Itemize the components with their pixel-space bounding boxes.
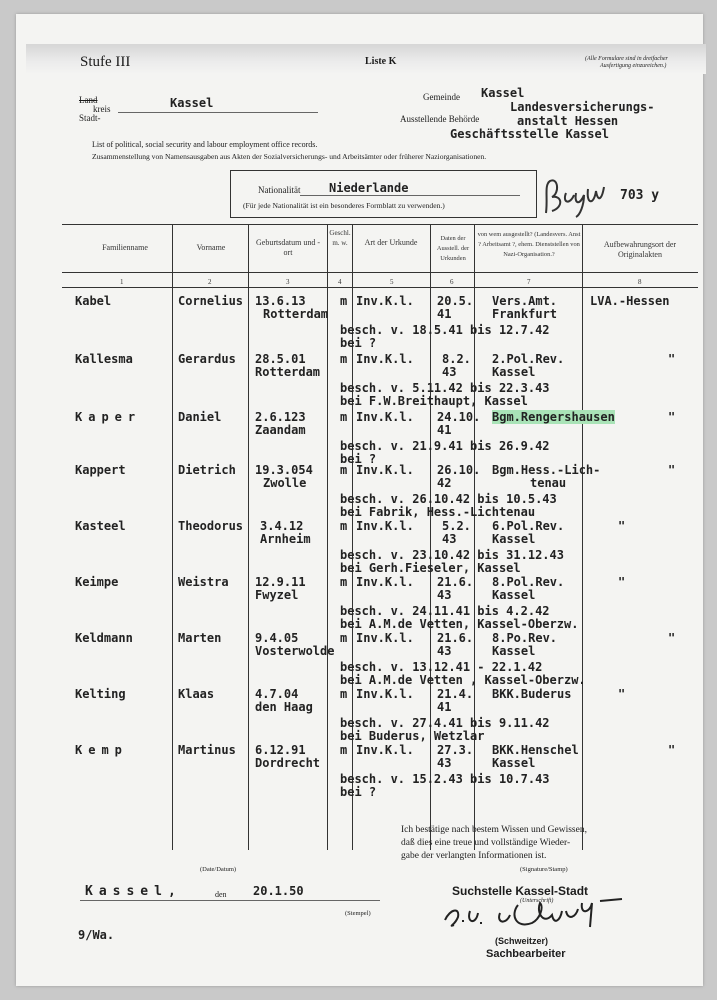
reference-code: 9/Wa.: [78, 928, 115, 942]
row-firstname: Cornelius: [178, 294, 244, 308]
col-num-8: 8: [638, 278, 642, 286]
row-name: Kallesma: [75, 352, 133, 366]
row-storage-place: ": [618, 519, 626, 533]
row-firstname: Weistra: [178, 575, 229, 589]
col-header-5: Art der Urkunde: [364, 238, 418, 247]
row-issuer: BKK.Buderus: [492, 687, 572, 701]
row-employment: besch. v. 27.4.41 bis 9.11.42: [340, 716, 550, 730]
kreis-value: Kassel: [170, 96, 214, 110]
row-employer: bei Gerh.Fieseler, Kassel: [340, 561, 521, 575]
row-issuer: Bgm.Rengershausen: [492, 410, 615, 424]
row-name: Kabel: [75, 294, 112, 308]
unterschrift-label: (Unterschrift): [520, 898, 554, 904]
row-employer: bei ?: [340, 785, 377, 799]
row-birthdate: 28.5.01: [255, 352, 306, 366]
date-underline: [80, 900, 380, 901]
row-doc-date: 27.3.: [437, 743, 474, 757]
col-header-6: Daten der Ausstell. der Urkunden: [436, 235, 470, 262]
row-doc-type: Inv.K.l.: [356, 519, 414, 533]
row-employer: bei A.M.de Vetten, Kassel-Oberzw.: [340, 617, 579, 631]
row-doc-year: 43: [442, 532, 457, 546]
row-sex: m: [340, 575, 348, 589]
row-firstname: Theodorus: [178, 519, 244, 533]
row-firstname: Dietrich: [178, 463, 236, 477]
office-stamp: Suchstelle Kassel-Stadt: [452, 884, 589, 898]
signatory-name: (Schweitzer): [495, 936, 549, 946]
row-issuer: Vers.Amt.: [492, 294, 558, 308]
row-issuer-place: Kassel: [492, 756, 536, 770]
col-divider-4: [352, 224, 353, 850]
row-birthplace: Zwolle: [263, 476, 307, 490]
handwritten-signature: [440, 895, 625, 933]
row-name: Keimpe: [75, 575, 119, 589]
signatory-role: Sachbearbeiter: [486, 948, 566, 960]
table-numbers-border: [62, 287, 698, 288]
row-issuer: BKK.Henschel: [492, 743, 579, 757]
row-storage-place: ": [618, 687, 626, 701]
subtitle-german: Zusammenstellung von Namensausgaben aus Akten der Sozialversicherungs- und Arbeitsämter oder früherer Naziorganisationen.: [92, 152, 487, 161]
row-employer: bei ?: [340, 336, 377, 350]
date-value: 20.1.50: [253, 884, 304, 898]
kreis-underline: [118, 112, 318, 113]
row-birthdate: 4.7.04: [255, 687, 299, 701]
row-sex: m: [340, 352, 348, 366]
row-birthdate: 19.3.054: [255, 463, 313, 477]
row-birthplace: Rotterdam: [263, 307, 329, 321]
date-label: (Date/Datum): [200, 866, 237, 873]
land-label: Land: [79, 95, 98, 105]
row-sex: m: [340, 519, 348, 533]
row-birthplace: Arnheim: [260, 532, 311, 546]
row-firstname: Marten: [178, 631, 222, 645]
row-employer: bei ?: [340, 452, 377, 466]
row-doc-date: 24.10.: [437, 410, 481, 424]
kreis-label: kreis: [93, 104, 111, 114]
row-birthdate: 9.4.05: [255, 631, 299, 645]
den-label: den: [215, 890, 227, 899]
row-doc-type: Inv.K.l.: [356, 575, 414, 589]
row-employment: besch. v. 23.10.42 bis 31.12.43: [340, 548, 564, 562]
nationality-label: Nationalität: [258, 185, 301, 195]
col-header-8: Aufbewahrungsort der Originalakten: [603, 240, 677, 259]
row-storage-place: ": [668, 352, 676, 366]
row-issuer: 2.Pol.Rev.: [492, 352, 565, 366]
place-value: Kassel,: [85, 884, 182, 899]
row-birthplace: Fwyzel: [255, 588, 299, 602]
row-storage-place: ": [668, 631, 676, 645]
row-issuer-place: Kassel: [492, 532, 536, 546]
col-header-7: von wem ausgestellt? (Landesvers. Anst ? Arbeitsamt ?, ehem. Dienststellen von Nazi-Organisation.?: [477, 231, 581, 258]
row-firstname: Daniel: [178, 410, 222, 424]
nationality-value: Niederlande: [329, 181, 409, 195]
col-header-1: Familienname: [102, 243, 148, 252]
row-employer: bei Fabrik, Hess.-Lichtenau: [340, 505, 536, 519]
row-doc-type: Inv.K.l.: [356, 463, 414, 477]
row-storage-place: ": [668, 743, 676, 757]
col-num-7: 7: [527, 278, 531, 286]
gemeinde-value: Kassel: [481, 86, 525, 100]
row-birthdate: 3.4.12: [260, 519, 304, 533]
handwritten-mark: [540, 175, 612, 220]
row-doc-date: 21.6.: [437, 631, 474, 645]
behoerde-label: Ausstellende Behörde: [400, 114, 480, 124]
row-doc-date: 5.2.: [442, 519, 471, 533]
row-birthplace: Dordrecht: [255, 756, 321, 770]
page-code: 703 y: [620, 188, 660, 203]
row-firstname: Klaas: [178, 687, 215, 701]
row-storage-place: ": [668, 463, 676, 477]
row-employment: besch. v. 5.11.42 bis 22.3.43: [340, 381, 550, 395]
row-doc-year: 41: [437, 423, 452, 437]
row-doc-date: 21.6.: [437, 575, 474, 589]
row-storage-place: ": [668, 410, 676, 424]
row-doc-date: 20.5.: [437, 294, 474, 308]
row-storage-place: LVA.-Hessen: [590, 294, 670, 308]
stempel-label: (Stempel): [345, 910, 371, 917]
col-divider-1: [172, 224, 173, 850]
row-name: Keldmann: [75, 631, 133, 645]
form-note-1: (Alle Formulare sind in dreifacher: [585, 56, 668, 62]
row-employment: besch. v. 13.12.41 - 22.1.42: [340, 660, 543, 674]
row-doc-type: Inv.K.l.: [356, 294, 414, 308]
row-employment: besch. v. 24.11.41 bis 4.2.42: [340, 604, 550, 618]
col-num-5: 5: [390, 278, 394, 286]
subtitle-english: List of political, social security and labour employment office records.: [92, 140, 318, 149]
row-name: Kasteel: [75, 519, 126, 533]
row-issuer-place: Frankfurt: [492, 307, 558, 321]
col-num-6: 6: [450, 278, 454, 286]
row-doc-year: 43: [442, 365, 457, 379]
row-employer: bei Buderus, Wetzlar: [340, 729, 485, 743]
confirmation-line-2: daß dies eine treue und vollständige Wieder-: [401, 838, 571, 848]
row-employer: bei F.W.Breithaupt, Kassel: [340, 394, 528, 408]
col-num-2: 2: [208, 278, 212, 286]
row-issuer-place: Kassel: [492, 588, 536, 602]
row-sex: m: [340, 410, 348, 424]
row-birthdate: 2.6.123: [255, 410, 306, 424]
row-doc-type: Inv.K.l.: [356, 743, 414, 757]
row-name: Kelting: [75, 687, 126, 701]
form-note-2: Ausfertigung einzureichen.): [600, 63, 667, 69]
row-employment: besch. v. 15.2.43 bis 10.7.43: [340, 772, 550, 786]
col-num-4: 4: [338, 278, 342, 286]
row-issuer: Bgm.Hess.-Lich-: [492, 463, 601, 477]
row-doc-year: 43: [437, 644, 452, 658]
row-employment: besch. v. 26.10.42 bis 10.5.43: [340, 492, 557, 506]
row-employment: besch. v. 21.9.41 bis 26.9.42: [340, 439, 550, 453]
row-doc-year: 42: [437, 476, 452, 490]
col-num-3: 3: [286, 278, 290, 286]
behoerde-line-2: anstalt Hessen: [517, 114, 619, 128]
col-header-4: Geschl. m. w.: [329, 229, 351, 247]
confirmation-line-1: Ich bestätige nach bestem Wissen und Gewissen,: [401, 825, 587, 835]
row-storage-place: ": [618, 575, 626, 589]
col-divider-7: [582, 224, 583, 850]
row-doc-type: Inv.K.l.: [356, 631, 414, 645]
row-issuer-place: Kassel: [492, 365, 536, 379]
row-sex: m: [340, 463, 348, 477]
row-name: Kaper: [75, 410, 142, 424]
confirmation-line-3: gabe der verlangten Informationen ist.: [401, 851, 547, 861]
row-issuer-place: Kassel: [492, 644, 536, 658]
row-sex: m: [340, 294, 348, 308]
gemeinde-label: Gemeinde: [423, 92, 460, 102]
behoerde-line-1: Landesversicherungs-: [510, 100, 655, 114]
row-issuer-place: tenau: [530, 476, 567, 490]
row-birthdate: 6.12.91: [255, 743, 306, 757]
row-doc-year: 43: [437, 588, 452, 602]
row-birthdate: 12.9.11: [255, 575, 306, 589]
row-issuer: 8.Pol.Rev.: [492, 575, 565, 589]
row-doc-type: Inv.K.l.: [356, 352, 414, 366]
row-sex: m: [340, 687, 348, 701]
stadt-label: Stadt-: [79, 113, 101, 123]
row-name: Kemp: [75, 743, 128, 757]
row-doc-year: 41: [437, 700, 452, 714]
row-birthplace: Zaandam: [255, 423, 306, 437]
row-birthplace: Vosterwolde: [255, 644, 335, 658]
row-doc-type: Inv.K.l.: [356, 410, 414, 424]
row-sex: m: [340, 631, 348, 645]
behoerde-line-3: Geschäftsstelle Kassel: [450, 127, 609, 141]
row-birthdate: 13.6.13: [255, 294, 306, 308]
row-issuer: 6.Pol.Rev.: [492, 519, 565, 533]
col-header-3: Geburtsdatum und -ort: [256, 238, 320, 257]
row-employment: besch. v. 18.5.41 bis 12.7.42: [340, 323, 550, 337]
table-top-border: [62, 224, 698, 225]
row-issuer: 8.Po.Rev.: [492, 631, 558, 645]
col-divider-6: [474, 224, 475, 850]
col-divider-5: [430, 224, 431, 850]
nationality-note: (Für jede Nationalität ist ein besonderes Formblatt zu verwenden.): [243, 201, 445, 210]
col-header-2: Vorname: [196, 243, 226, 252]
row-doc-date: 26.10.: [437, 463, 481, 477]
signature-label: (Signature/Stamp): [520, 866, 568, 873]
stufe-label: Stufe III: [80, 54, 131, 70]
col-divider-2: [248, 224, 249, 850]
col-num-1: 1: [120, 278, 124, 286]
row-doc-date: 21.4.: [437, 687, 474, 701]
row-sex: m: [340, 743, 348, 757]
row-doc-type: Inv.K.l.: [356, 687, 414, 701]
row-doc-year: 43: [437, 756, 452, 770]
row-birthplace: den Haag: [255, 700, 313, 714]
row-name: Kappert: [75, 463, 126, 477]
row-doc-date: 8.2.: [442, 352, 471, 366]
row-employer: bei A.M.de Vetten , Kassel-Oberzw.: [340, 673, 586, 687]
row-birthplace: Rotterdam: [255, 365, 321, 379]
row-firstname: Gerardus: [178, 352, 236, 366]
table-header-border: [62, 272, 698, 273]
nationality-underline: [300, 195, 520, 196]
liste-label: Liste K: [365, 56, 397, 67]
row-firstname: Martinus: [178, 743, 236, 757]
row-doc-year: 41: [437, 307, 452, 321]
